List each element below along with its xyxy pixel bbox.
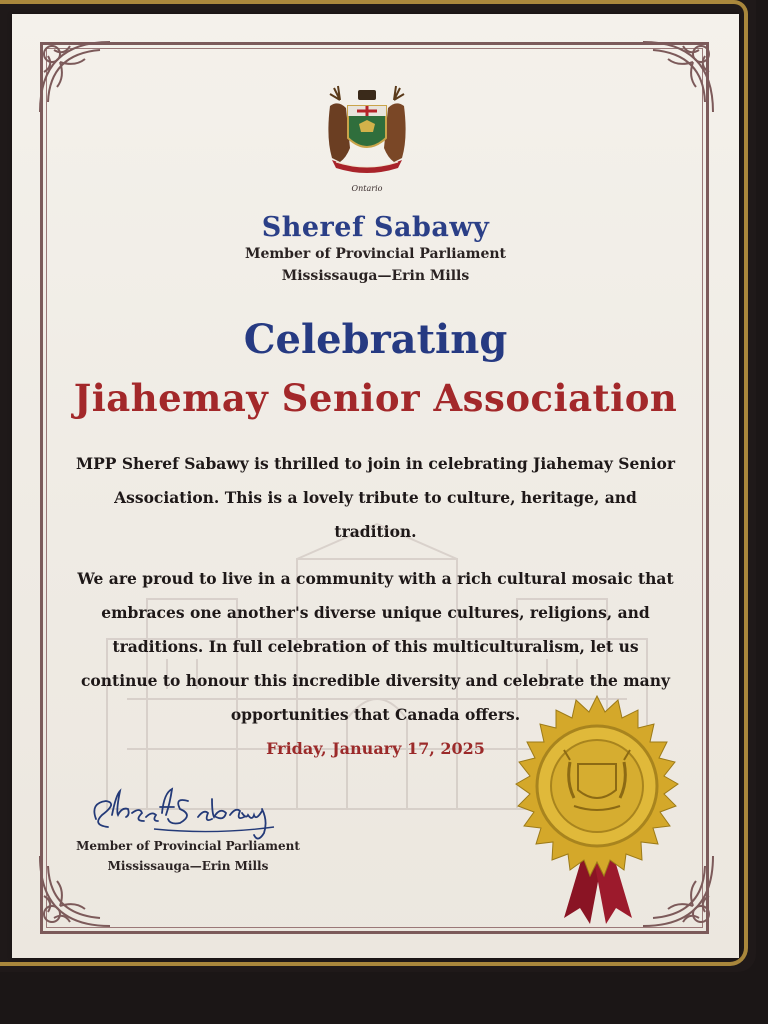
corner-ornament-icon: [30, 32, 120, 122]
corner-ornament-icon: [633, 32, 723, 122]
mpp-role: Member of Provincial Parliament: [244, 246, 507, 262]
crest-caption: Ontario: [351, 184, 383, 193]
signature-riding: Mississauga—Erin Mills: [107, 859, 269, 873]
certificate-date: Friday, January 17, 2025: [266, 739, 485, 758]
certificate-paper: [12, 14, 739, 958]
signature-role: Member of Provincial Parliament: [76, 839, 300, 853]
gold-seal-icon: [510, 694, 685, 934]
body-paragraph-2: We are proud to live in a community with a rich cultural mosaic that embraces one another's diverse unique cultures, religions, and traditions. In full celebration of this multiculturalism, let us continue to honour this incredible diversity and celebrate the many opportunities that Canada offers.: [77, 569, 674, 724]
mpp-name-heading: Sheref Sabawy: [261, 212, 490, 243]
ontario-coat-of-arms-icon: [312, 76, 422, 186]
body-paragraph-1: MPP Sheref Sabawy is thrilled to join in celebrating Jiahemay Senior Association. This is a lovely tribute to culture, heritage, and tradition.: [75, 454, 676, 541]
recipient-name: Jiahemay Senior Association: [73, 376, 678, 420]
mpp-riding: Mississauga—Erin Mills: [281, 268, 470, 284]
certificate-heading: Celebrating: [243, 316, 508, 363]
